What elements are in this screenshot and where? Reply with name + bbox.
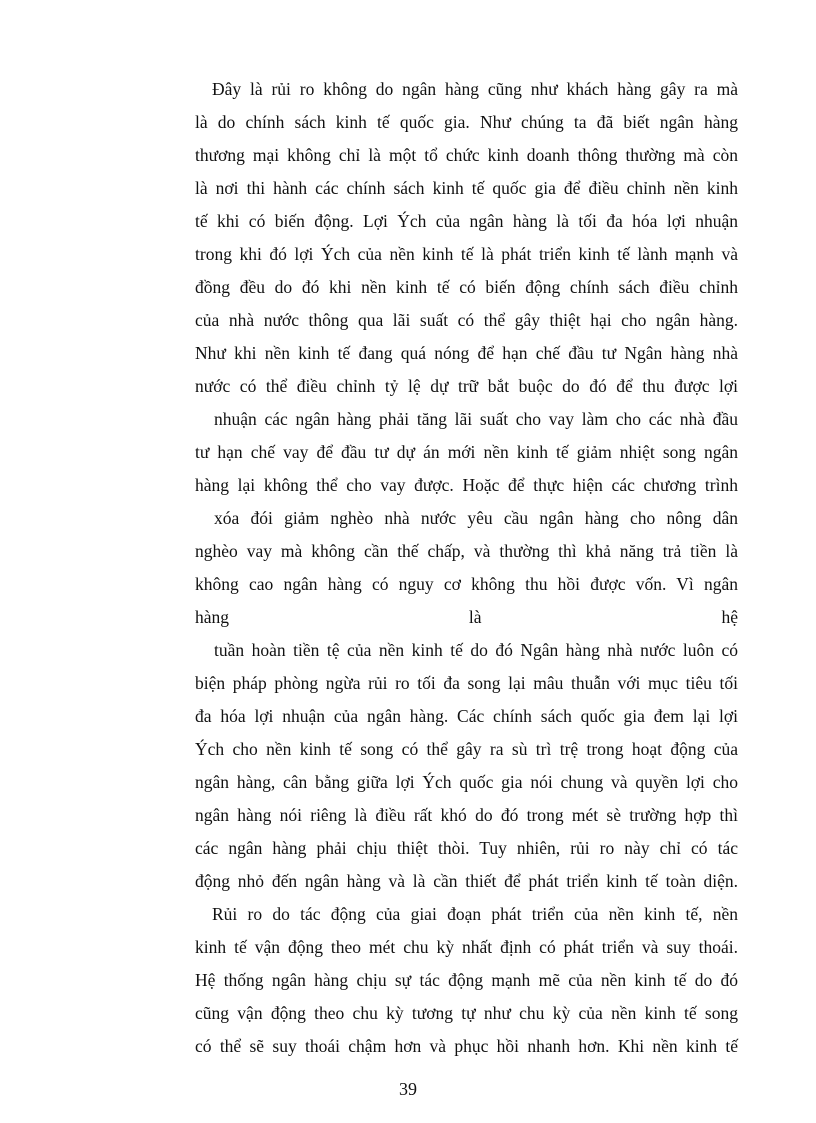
text-line: tư hạn chế vay để đầu tư dự án mới nền kinh tế giảm nhiệt song ngân: [195, 442, 738, 462]
text-line: hàng là hệ: [195, 607, 738, 627]
text-line: là do chính sách kinh tế quốc gia. Như chúng ta đã biết ngân hàng: [195, 112, 738, 132]
text-line: Ých cho nền kinh tế song có thể gây ra sù trì trệ trong hoạt động của: [195, 739, 738, 759]
text-line: Rủi ro do tác động của giai đoạn phát triển của nền kinh tế, nền: [212, 904, 738, 924]
text-line: thương mại không chỉ là một tổ chức kinh doanh thông thường mà còn: [195, 145, 738, 165]
text-line: tế khi có biến động. Lợi Ých của ngân hàng là tối đa hóa lợi nhuận: [195, 211, 738, 231]
text-line: Hệ thống ngân hàng chịu sự tác động mạnh mẽ của nền kinh tế do đó: [195, 970, 738, 990]
text-line: các ngân hàng phải chịu thiệt thòi. Tuy nhiên, rủi ro này chỉ có tác: [195, 838, 738, 858]
text-line: trong khi đó lợi Ých của nền kinh tế là phát triển kinh tế lành mạnh và: [195, 244, 738, 264]
text-line: đồng đều do đó khi nền kinh tế có biến động chính sách điều chỉnh: [195, 277, 738, 297]
text-line: Như khi nền kinh tế đang quá nóng để hạn chế đầu tư Ngân hàng nhà: [195, 343, 738, 363]
text-line: nước có thể điều chỉnh tỷ lệ dự trữ bắt buộc do đó để thu được lợi: [195, 376, 738, 396]
text-line: có thể sẽ suy thoái chậm hơn và phục hồi nhanh hơn. Khi nền kinh tế: [195, 1036, 738, 1056]
text-line: ngân hàng, cân bằng giữa lợi Ých quốc gia nói chung và quyền lợi cho: [195, 772, 738, 792]
text-line: tuần hoàn tiền tệ của nền kinh tế do đó Ngân hàng nhà nước luôn có: [214, 640, 738, 660]
text-line: là nơi thi hành các chính sách kinh tế quốc gia để điều chỉnh nền kinh: [195, 178, 738, 198]
text-line: của nhà nước thông qua lãi suất có thể gây thiệt hại cho ngân hàng.: [195, 310, 738, 330]
text-line: biện pháp phòng ngừa rủi ro tối đa song lại mâu thuẫn với mục tiêu tối: [195, 673, 738, 693]
text-line: không cao ngân hàng có nguy cơ không thu hồi được vốn. Vì ngân: [195, 574, 738, 594]
text-line: nghèo vay mà không cần thế chấp, và thường thì khả năng trả tiền là: [195, 541, 738, 561]
text-line: xóa đói giảm nghèo nhà nước yêu cầu ngân hàng cho nông dân: [214, 508, 738, 528]
text-line: nhuận các ngân hàng phải tăng lãi suất cho vay làm cho các nhà đầu: [214, 409, 738, 429]
text-line: ngân hàng nói riêng là điều rất khó do đó trong mét sè trường hợp thì: [195, 805, 738, 825]
text-line: Đây là rủi ro không do ngân hàng cũng như khách hàng gây ra mà: [212, 79, 738, 99]
text-line: hàng lại không thể cho vay được. Hoặc để thực hiện các chương trình: [195, 475, 738, 495]
text-line: động nhỏ đến ngân hàng và là cần thiết để phát triển kinh tế toàn diện.: [195, 871, 738, 891]
text-line: đa hóa lợi nhuận của ngân hàng. Các chính sách quốc gia đem lại lợi: [195, 706, 738, 726]
page-number: 39: [399, 1079, 417, 1099]
text-line: cũng vận động theo chu kỳ tương tự như chu kỳ của nền kinh tế song: [195, 1003, 738, 1023]
text-line: kinh tế vận động theo mét chu kỳ nhất định có phát triển và suy thoái.: [195, 937, 738, 957]
